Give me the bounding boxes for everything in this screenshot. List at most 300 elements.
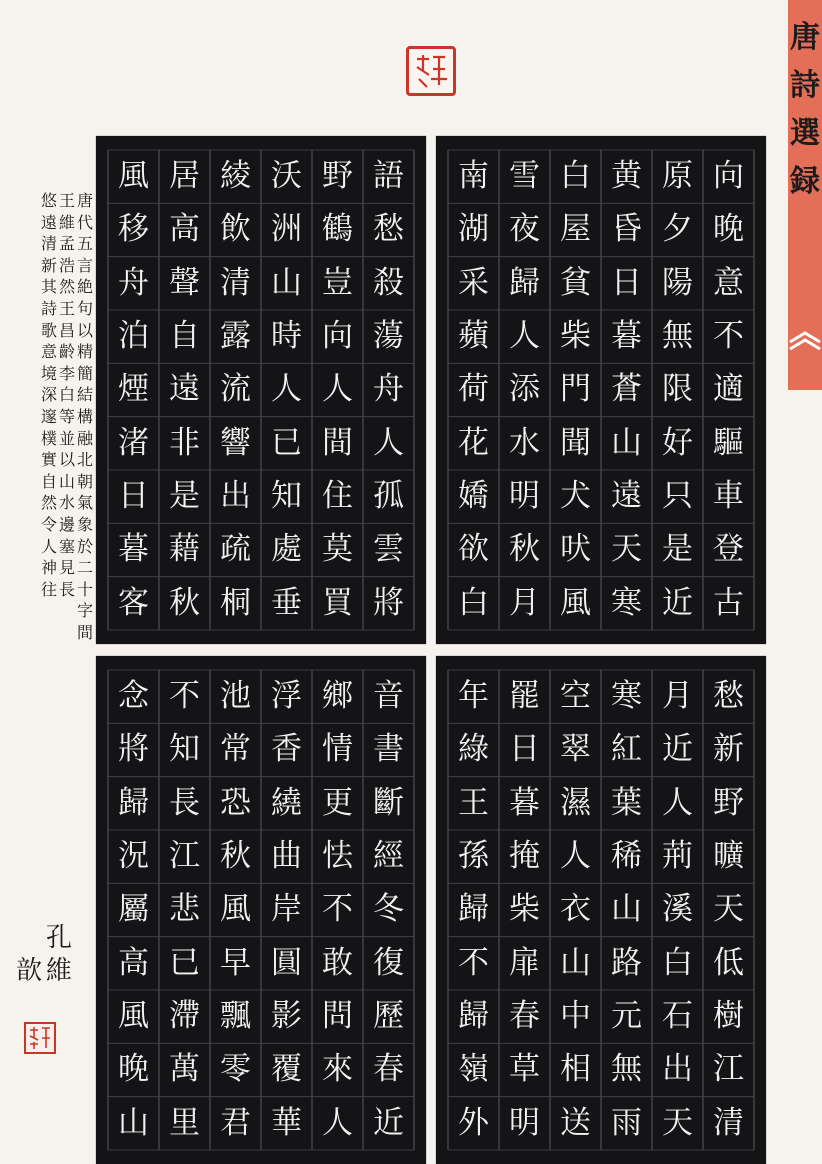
calligraphy-char: 雨 — [611, 1104, 642, 1141]
calligraphy-char: 綠 — [458, 731, 489, 768]
colophon-char: 水 — [58, 493, 75, 513]
colophon-char: 見 — [58, 558, 75, 578]
colophon-char: 氣 — [76, 493, 93, 513]
colophon-char: 字 — [76, 601, 93, 621]
calligraphy-char: 欲 — [458, 531, 489, 568]
calligraphy-char: 曠 — [713, 838, 744, 875]
calligraphy-char: 香 — [271, 731, 302, 768]
calligraphy-char: 日 — [118, 478, 149, 515]
calligraphy-char: 濕 — [560, 784, 591, 821]
calligraphy-char: 不 — [458, 944, 489, 981]
calligraphy-char: 日 — [611, 264, 642, 301]
calligraphy-char: 天 — [611, 531, 642, 568]
calligraphy-char: 外 — [458, 1104, 489, 1141]
calligraphy-char: 車 — [713, 478, 744, 515]
colophon-char: 唐 — [76, 191, 93, 210]
calligraphy-char: 來 — [322, 1051, 353, 1088]
calligraphy-char: 住 — [322, 478, 353, 515]
colophon-char: 代 — [76, 212, 93, 232]
colophon-char: 境 — [40, 363, 57, 383]
colophon-char: 句 — [76, 298, 93, 318]
calligraphy-char: 歸 — [458, 998, 489, 1035]
colophon-char: 結 — [76, 385, 93, 405]
calligraphy-char: 不 — [322, 891, 353, 928]
colophon-char: 新 — [40, 255, 57, 275]
calligraphy-char: 垂 — [271, 584, 302, 621]
calligraphy-char: 石 — [662, 998, 693, 1035]
calligraphy-char: 日 — [509, 731, 540, 768]
colophon-char: 悠 — [40, 191, 57, 210]
calligraphy-char: 君 — [220, 1104, 251, 1141]
calligraphy-char: 高 — [169, 211, 200, 248]
colophon-char: 維 — [58, 212, 75, 232]
calligraphy-char: 江 — [713, 1051, 744, 1088]
calligraphy-char: 影 — [271, 998, 302, 1035]
calligraphy-char: 常 — [220, 731, 251, 768]
text-column — [312, 670, 363, 1150]
colophon-char: 以 — [58, 450, 75, 470]
calligraphy-char: 莫 — [322, 531, 353, 568]
colophon-char: 並 — [58, 428, 75, 448]
calligraphy-char: 況 — [118, 838, 149, 875]
calligraphy-char: 樹 — [713, 998, 744, 1035]
calligraphy-char: 柴 — [560, 318, 591, 355]
calligraphy-char: 人 — [373, 424, 404, 461]
calligraphy-char: 敢 — [322, 944, 353, 981]
colophon-char: 樸 — [40, 428, 57, 448]
calligraphy-char: 蒼 — [611, 371, 642, 408]
signature — [15, 922, 72, 988]
calligraphy-char: 遠 — [611, 478, 642, 515]
colophon-char: 孟 — [58, 234, 75, 254]
calligraphy-char: 自 — [169, 318, 200, 355]
calligraphy-char: 白 — [458, 584, 489, 621]
colophon-char: 於 — [76, 536, 93, 556]
calligraphy-char: 暮 — [509, 784, 540, 821]
text-column — [499, 150, 550, 630]
calligraphy-char: 舟 — [118, 264, 149, 301]
calligraphy-char: 黄 — [611, 158, 642, 195]
calligraphy-char: 綾 — [220, 158, 251, 195]
calligraphy-char: 洲 — [271, 211, 302, 248]
calligraphy-char: 白 — [560, 158, 591, 195]
calligraphy-char: 天 — [713, 891, 744, 928]
calligraphy-char: 蕩 — [373, 318, 404, 355]
calligraphy-char: 近 — [662, 731, 693, 768]
calligraphy-char: 雪 — [509, 158, 540, 195]
colophon-char: 長 — [58, 579, 75, 599]
calligraphy-char: 池 — [220, 678, 251, 715]
text-column — [703, 150, 754, 630]
calligraphy-char: 知 — [169, 731, 200, 768]
colophon-char: 王 — [58, 298, 75, 318]
calligraphy-char: 江 — [169, 838, 200, 875]
calligraphy-char: 時 — [271, 318, 302, 355]
colophon-char: 遠 — [40, 212, 57, 232]
calligraphy-char: 念 — [118, 678, 149, 715]
calligraphy-char: 桐 — [220, 584, 251, 621]
text-column — [312, 150, 363, 630]
calligraphy-char: 意 — [713, 264, 744, 301]
calligraphy-char: 聞 — [560, 424, 591, 461]
colophon-char: 塞 — [58, 536, 75, 556]
colophon-char: 意 — [40, 342, 57, 362]
calligraphy-char: 問 — [322, 998, 353, 1035]
seal-stamp-top — [406, 46, 456, 96]
calligraphy-char: 移 — [118, 211, 149, 248]
signature-char: 維 — [45, 956, 72, 986]
calligraphy-char: 秋 — [220, 838, 251, 875]
calligraphy-char: 荷 — [458, 371, 489, 408]
calligraphy-char: 買 — [322, 584, 353, 621]
calligraphy-char: 葉 — [611, 784, 642, 821]
calligraphy-char: 清 — [713, 1104, 744, 1141]
calligraphy-char: 人 — [509, 318, 540, 355]
calligraphy-char: 知 — [271, 478, 302, 515]
calligraphy-char: 人 — [560, 838, 591, 875]
colophon-char: 自 — [40, 471, 57, 491]
calligraphy-char: 夕 — [662, 211, 693, 248]
colophon-char: 王 — [58, 191, 75, 210]
calligraphy-char: 愁 — [713, 678, 744, 715]
title-tab — [788, 0, 822, 390]
calligraphy-char: 歸 — [118, 784, 149, 821]
calligraphy-char: 圓 — [271, 944, 302, 981]
calligraphy-char: 間 — [322, 424, 353, 461]
text-column — [550, 150, 601, 630]
calligraphy-char: 繞 — [271, 784, 302, 821]
calligraphy-char: 華 — [271, 1104, 302, 1141]
calligraphy-char: 路 — [611, 944, 642, 981]
calligraphy-char: 豈 — [322, 264, 353, 301]
calligraphy-char: 沃 — [271, 158, 302, 195]
calligraphy-char: 好 — [662, 424, 693, 461]
calligraphy-char: 登 — [713, 531, 744, 568]
text-column — [210, 670, 261, 1150]
calligraphy-char: 響 — [220, 424, 251, 461]
calligraphy-char: 長 — [169, 784, 200, 821]
calligraphy-char: 已 — [169, 944, 200, 981]
calligraphy-char: 野 — [322, 158, 353, 195]
signature-char: 孔 — [45, 923, 72, 953]
text-column — [703, 670, 754, 1150]
text-column — [448, 670, 499, 1150]
calligraphy-char: 寒 — [611, 584, 642, 621]
calligraphy-char: 夜 — [509, 211, 540, 248]
calligraphy-char: 將 — [373, 584, 404, 621]
colophon-char: 以 — [76, 320, 93, 340]
signature-column — [16, 922, 42, 988]
calligraphy-char: 翠 — [560, 731, 591, 768]
calligraphy-char: 空 — [560, 678, 591, 715]
title-char: 録 — [790, 164, 820, 199]
calligraphy-char: 經 — [373, 838, 404, 875]
calligraphy-char: 音 — [373, 678, 404, 715]
title-char: 唐 — [790, 20, 820, 55]
colophon-char: 浩 — [58, 255, 75, 275]
calligraphy-char: 春 — [509, 998, 540, 1035]
calligraphy-char: 驅 — [713, 424, 744, 461]
calligraphy-char: 里 — [169, 1104, 200, 1141]
calligraphy-char: 人 — [271, 371, 302, 408]
colophon-char: 其 — [40, 277, 57, 297]
calligraphy-char: 遠 — [169, 371, 200, 408]
calligraphy-char: 藉 — [169, 531, 200, 568]
calligraphy-char: 扉 — [509, 944, 540, 981]
calligraphy-char: 已 — [271, 424, 302, 461]
calligraphy-char: 孫 — [458, 838, 489, 875]
calligraphy-char: 荊 — [662, 838, 693, 875]
calligraphy-char: 相 — [560, 1051, 591, 1088]
calligraphy-char: 明 — [509, 1104, 540, 1141]
calligraphy-char: 覆 — [271, 1051, 302, 1088]
text-column — [159, 150, 210, 630]
calligraphy-char: 愁 — [373, 211, 404, 248]
calligraphy-char: 限 — [662, 371, 693, 408]
calligraphy-char: 水 — [509, 424, 540, 461]
calligraphy-char: 殺 — [373, 264, 404, 301]
calligraphy-char: 古 — [713, 584, 744, 621]
calligraphy-char: 客 — [118, 584, 149, 621]
colophon-char: 深 — [40, 385, 57, 405]
calligraphy-char: 低 — [713, 944, 744, 981]
calligraphy-panel — [436, 656, 766, 1164]
calligraphy-char: 風 — [118, 158, 149, 195]
calligraphy-char: 悲 — [169, 891, 200, 928]
calligraphy-char: 適 — [713, 371, 744, 408]
calligraphy-char: 原 — [662, 158, 693, 195]
colophon-char: 簡 — [76, 363, 93, 383]
calligraphy-char: 是 — [662, 531, 693, 568]
calligraphy-char: 山 — [560, 944, 591, 981]
calligraphy-char: 昏 — [611, 211, 642, 248]
calligraphy-char: 罷 — [509, 678, 540, 715]
calligraphy-char: 渚 — [118, 424, 149, 461]
calligraphy-char: 出 — [662, 1051, 693, 1088]
calligraphy-char: 冬 — [373, 891, 404, 928]
calligraphy-char: 流 — [220, 371, 251, 408]
calligraphy-char: 歸 — [509, 264, 540, 301]
calligraphy-char: 不 — [169, 678, 200, 715]
colophon-char: 精 — [76, 342, 93, 362]
calligraphy-char: 野 — [713, 784, 744, 821]
calligraphy-char: 曲 — [271, 838, 302, 875]
calligraphy-char: 將 — [118, 731, 149, 768]
calligraphy-char: 怯 — [322, 838, 353, 875]
colophon-char: 間 — [76, 622, 93, 642]
calligraphy-char: 萬 — [169, 1051, 200, 1088]
colophon-char: 往 — [40, 579, 57, 599]
calligraphy-char: 情 — [322, 731, 353, 768]
calligraphy-char: 高 — [118, 944, 149, 981]
calligraphy-char: 非 — [169, 424, 200, 461]
calligraphy-char: 稀 — [611, 838, 642, 875]
calligraphy-panel — [96, 656, 426, 1164]
calligraphy-char: 露 — [220, 318, 251, 355]
colophon-char: 然 — [40, 493, 57, 513]
calligraphy-char: 嬌 — [458, 478, 489, 515]
text-column — [261, 670, 312, 1150]
calligraphy-char: 書 — [373, 731, 404, 768]
calligraphy-char: 南 — [458, 158, 489, 195]
calligraphy-char: 月 — [509, 584, 540, 621]
colophon-char: 人 — [40, 536, 57, 556]
colophon-char: 象 — [76, 514, 93, 534]
text-column — [159, 670, 210, 1150]
calligraphy-char: 陽 — [662, 264, 693, 301]
calligraphy-char: 屋 — [560, 211, 591, 248]
calligraphy-char: 浮 — [271, 678, 302, 715]
calligraphy-char: 明 — [509, 478, 540, 515]
calligraphy-char: 人 — [662, 784, 693, 821]
calligraphy-char: 山 — [271, 264, 302, 301]
calligraphy-char: 清 — [220, 264, 251, 301]
text-column — [448, 150, 499, 630]
text-column — [108, 150, 159, 630]
colophon-char: 等 — [58, 406, 75, 426]
calligraphy-char: 秋 — [169, 584, 200, 621]
calligraphy-panel — [96, 136, 426, 644]
calligraphy-char: 近 — [373, 1104, 404, 1141]
title-char: 選 — [790, 116, 820, 151]
page-title — [788, 14, 822, 206]
calligraphy-char: 向 — [322, 318, 353, 355]
colophon-char: 令 — [40, 514, 57, 534]
calligraphy-char: 晚 — [118, 1051, 149, 1088]
calligraphy-char: 風 — [560, 584, 591, 621]
colophon-char: 然 — [58, 277, 75, 297]
calligraphy-char: 風 — [118, 998, 149, 1035]
colophon-char: 絶 — [76, 277, 93, 297]
text-column — [210, 150, 261, 630]
calligraphy-char: 添 — [509, 371, 540, 408]
colophon-char: 山 — [58, 471, 75, 491]
colophon-char: 言 — [76, 255, 93, 275]
colophon-char: 融 — [76, 428, 93, 448]
signature-char: 歆 — [15, 956, 42, 986]
text-column — [108, 670, 159, 1150]
colophon-char: 李 — [58, 363, 75, 383]
colophon-char: 實 — [40, 450, 57, 470]
calligraphy-char: 居 — [169, 158, 200, 195]
calligraphy-char: 屬 — [118, 891, 149, 928]
calligraphy-char: 鶴 — [322, 211, 353, 248]
calligraphy-char: 門 — [560, 371, 591, 408]
calligraphy-char: 只 — [662, 478, 693, 515]
calligraphy-char: 湖 — [458, 211, 489, 248]
calligraphy-char: 犬 — [560, 478, 591, 515]
seal-stamp-small — [24, 1022, 56, 1054]
text-column — [363, 670, 414, 1150]
calligraphy-char: 滯 — [169, 998, 200, 1035]
calligraphy-panel — [436, 136, 766, 644]
calligraphy-char: 無 — [611, 1051, 642, 1088]
calligraphy-char: 無 — [662, 318, 693, 355]
colophon-char: 二 — [76, 558, 93, 578]
calligraphy-char: 斷 — [373, 784, 404, 821]
calligraphy-char: 山 — [118, 1104, 149, 1141]
calligraphy-char: 嶺 — [458, 1051, 489, 1088]
colophon-char: 十 — [76, 579, 93, 599]
colophon-char: 詩 — [40, 298, 57, 318]
calligraphy-char: 王 — [458, 784, 489, 821]
calligraphy-char: 出 — [220, 478, 251, 515]
colophon-char: 清 — [40, 234, 57, 254]
text-column — [652, 670, 703, 1150]
colophon-char: 北 — [76, 450, 93, 470]
calligraphy-char: 聲 — [169, 264, 200, 301]
chevron-up-icon — [788, 330, 822, 350]
colophon-char: 昌 — [58, 320, 75, 340]
calligraphy-char: 復 — [373, 944, 404, 981]
calligraphy-char: 岸 — [271, 891, 302, 928]
calligraphy-char: 山 — [611, 891, 642, 928]
calligraphy-char: 人 — [322, 371, 353, 408]
calligraphy-char: 柴 — [509, 891, 540, 928]
calligraphy-char: 暮 — [118, 531, 149, 568]
colophon — [4, 190, 94, 643]
calligraphy-char: 向 — [713, 158, 744, 195]
calligraphy-char: 歷 — [373, 998, 404, 1035]
calligraphy-char: 飲 — [220, 211, 251, 248]
calligraphy-char: 掩 — [509, 838, 540, 875]
seal-glyph-icon — [26, 1024, 54, 1052]
calligraphy-char: 恐 — [220, 784, 251, 821]
calligraphy-char: 溪 — [662, 891, 693, 928]
calligraphy-char: 歸 — [458, 891, 489, 928]
colophon-column — [40, 190, 58, 643]
calligraphy-char: 元 — [611, 998, 642, 1035]
calligraphy-char: 近 — [662, 584, 693, 621]
text-column — [601, 670, 652, 1150]
calligraphy-char: 泊 — [118, 318, 149, 355]
colophon-column — [58, 190, 76, 643]
text-column — [601, 150, 652, 630]
text-column — [363, 150, 414, 630]
calligraphy-char: 蘋 — [458, 318, 489, 355]
calligraphy-char: 秋 — [509, 531, 540, 568]
signature-column — [46, 922, 72, 988]
calligraphy-char: 采 — [458, 264, 489, 301]
calligraphy-char: 不 — [713, 318, 744, 355]
colophon-column — [76, 190, 94, 643]
text-column — [550, 670, 601, 1150]
calligraphy-char: 疏 — [220, 531, 251, 568]
calligraphy-char: 晚 — [713, 211, 744, 248]
calligraphy-char: 零 — [220, 1051, 251, 1088]
colophon-char: 邊 — [58, 514, 75, 534]
calligraphy-char: 衣 — [560, 891, 591, 928]
text-column — [261, 150, 312, 630]
text-column — [652, 150, 703, 630]
calligraphy-char: 中 — [560, 998, 591, 1035]
calligraphy-char: 早 — [220, 944, 251, 981]
calligraphy-char: 是 — [169, 478, 200, 515]
calligraphy-char: 吠 — [560, 531, 591, 568]
calligraphy-char: 天 — [662, 1104, 693, 1141]
calligraphy-char: 風 — [220, 891, 251, 928]
calligraphy-char: 孤 — [373, 478, 404, 515]
colophon-char: 五 — [76, 234, 93, 254]
calligraphy-char: 人 — [322, 1104, 353, 1141]
calligraphy-char: 山 — [611, 424, 642, 461]
calligraphy-char: 月 — [662, 678, 693, 715]
colophon-char: 邃 — [40, 406, 57, 426]
calligraphy-char: 春 — [373, 1051, 404, 1088]
calligraphy-char: 新 — [713, 731, 744, 768]
calligraphy-char: 貧 — [560, 264, 591, 301]
calligraphy-char: 鄉 — [322, 678, 353, 715]
